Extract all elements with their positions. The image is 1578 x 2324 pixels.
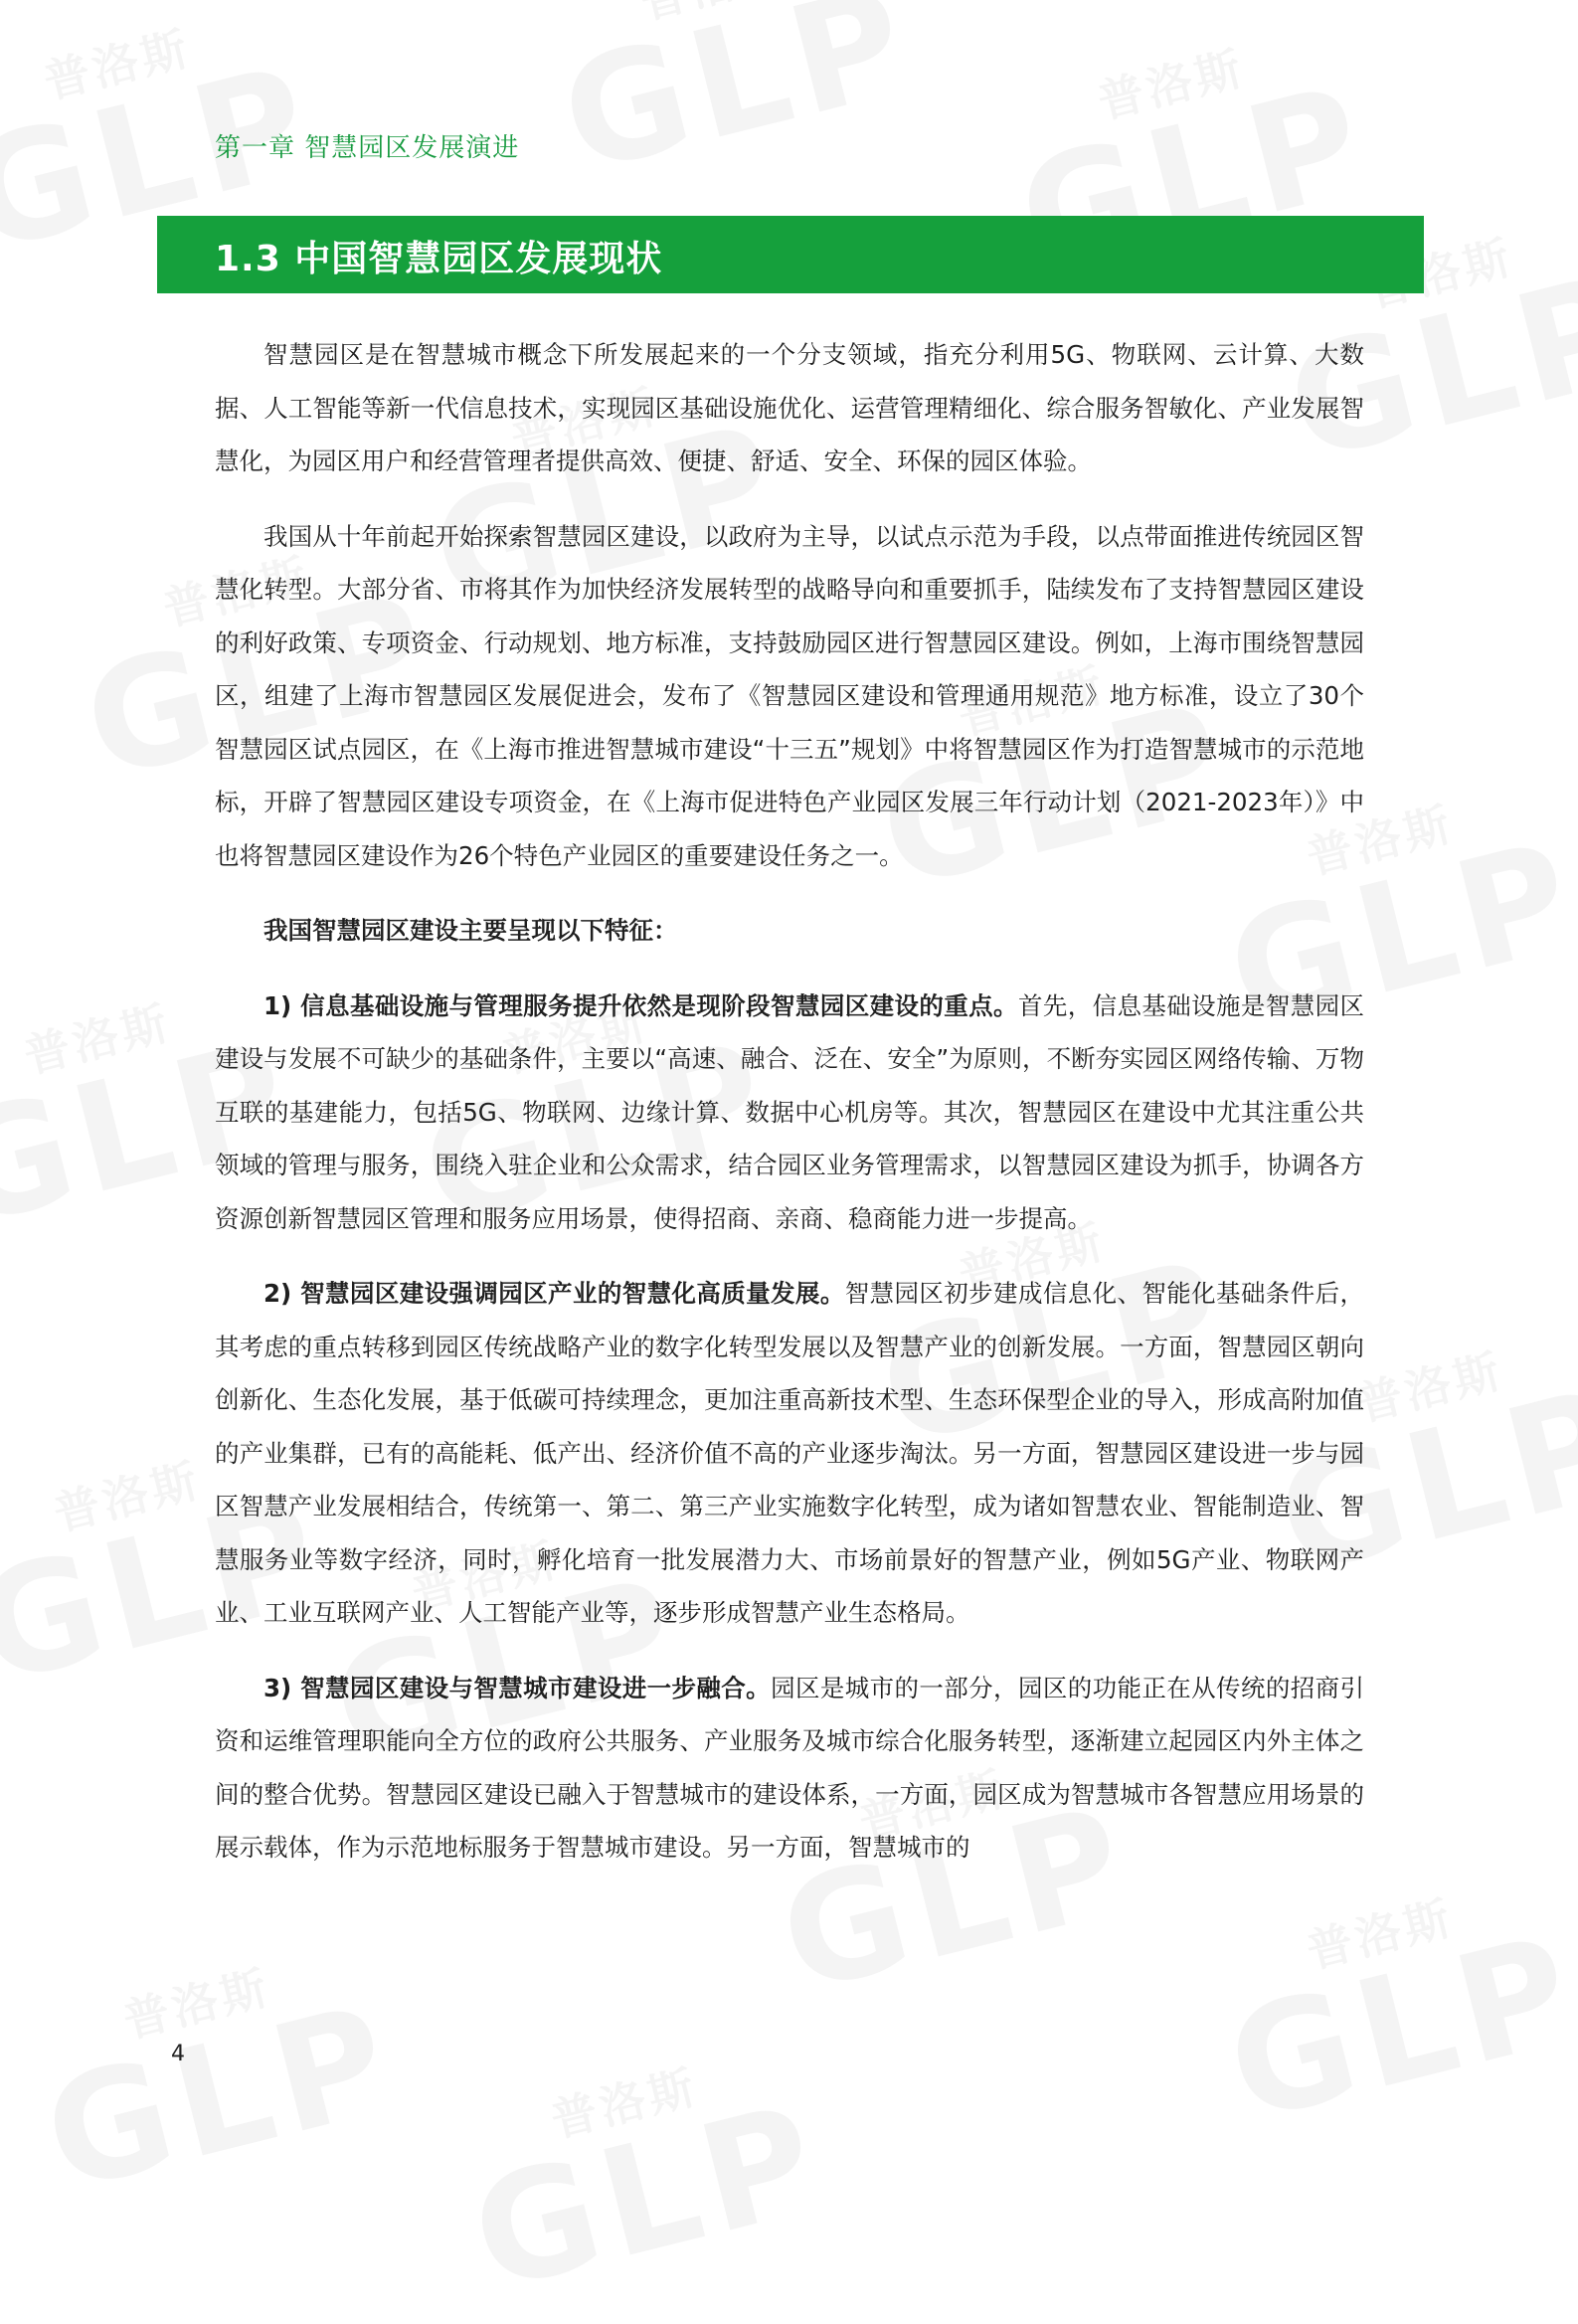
feature-3-heading: 3) 智慧园区建设与智慧城市建设进一步融合。 [263, 1673, 772, 1702]
watermark-logo [539, 0, 927, 195]
section-banner [157, 216, 1424, 293]
section-title: 1.3 中国智慧园区发展现状 [215, 239, 663, 279]
feature-paragraph-3 [215, 1662, 1364, 1875]
watermark-logo [1205, 1870, 1578, 2143]
watermark-logo [449, 2039, 837, 2312]
feature-2-text: 智慧园区初步建成信息化、智能化基础条件后，其考虑的重点转移到园区传统战略产业的数字化转型发展以及智慧产业的创新发展。一方面，智慧园区朝向创新化、生态化发展，基于低碳可持续理念，更加注重高新技术型、生态环保型企业的导入，形成高附加值的产业集群，已有的高能耗、低产出、经济价值不高的产业逐步淘汰。另一方面，智慧园区建设进一步与园区智慧产业发展相结合，传统第一、第二、第三产业实施数字化转型，成为诸如智慧农业、智能制造业、智慧服务业等数字经济，同时，孵化培育一批发展潜力大、市场前景好的智慧产业，例如5G产业、物联网产业、工业互联网产业、人工智能产业等，逐步形成智慧产业生态格局。 [215, 1279, 1364, 1627]
paragraph-history: 我国从十年前起开始探索智慧园区建设，以政府为主导，以试点示范为手段，以点带面推进传统园区智慧化转型。大部分省、市将其作为加快经济发展转型的战略导向和重要抓手，陆续发布了支持智慧园区建设的利好政策、专项资金、行动规划、地方标准，支持鼓励园区进行智慧园区建设。例如，上海市围绕智慧园区，组建了上海市智慧园区发展促进会，发布了《智慧园区建设和管理通用规范》地方标准，设立了30个智慧园区试点园区，在《上海市推进智慧城市建设“十三五”规划》中将智慧园区作为打造智慧城市的示范地标，开辟了智慧园区建设专项资金，在《上海市促进特色产业园区发展三年行动计划（2021-2023年）》中也将智慧园区建设作为26个特色产业园区的重要建设任务之一。 [215, 521, 1364, 870]
feature-1-text: 首先，信息基础设施是智慧园区建设与发展不可缺少的基础条件，主要以“高速、融合、泛在、安全”为原则，不断夯实园区网络传输、万物互联的基建能力，包括5G、物联网、边缘计算、数据中心机房等。其次，智慧园区在建设中尤其注重公共领域的管理与服务，围绕入驻企业和公众需求，结合园区业务管理需求，以智慧园区建设为抓手，协调各方资源创新智慧园区管理和服务应用场景，使得招商、亲商、稳商能力进一步提高。 [215, 990, 1364, 1233]
features-subheading: 我国智慧园区建设主要呈现以下特征： [263, 916, 678, 945]
feature-paragraph-2 [215, 1267, 1364, 1640]
feature-paragraph-1 [215, 980, 1364, 1246]
chapter-header: 第一章 智慧园区发展演进 [215, 133, 520, 163]
feature-1-heading: 1) 信息基础设施与管理服务提升依然是现阶段智慧园区建设的重点。 [263, 990, 1018, 1020]
body-text [215, 328, 1364, 1896]
paragraph-intro: 智慧园区是在智慧城市概念下所发展起来的一个分支领域，指充分利用5G、物联网、云计算、大数据、人工智能等新一代信息技术，实现园区基础设施优化、运营管理精细化、综合服务智敏化、产业发展智慧化，为园区用户和经营管理者提供高效、便捷、舒适、安全、环保的园区体验。 [215, 340, 1364, 475]
feature-3-text: 园区是城市的一部分，园区的功能正在从传统的招商引资和运维管理职能向全方位的政府公共服务、产业服务及城市综合化服务转型，逐渐建立起园区内外主体之间的整合优势。智慧园区建设已融入于智慧城市的建设体系，一方面，园区成为智慧城市各智慧应用场景的展示载体，作为示范地标服务于智慧城市建设。另一方面，智慧城市的 [215, 1673, 1365, 1862]
feature-2-heading: 2) 智慧园区建设强调园区产业的智慧化高质量发展。 [263, 1279, 845, 1308]
watermark-logo [22, 1939, 410, 2213]
page-number: 4 [171, 2042, 185, 2066]
